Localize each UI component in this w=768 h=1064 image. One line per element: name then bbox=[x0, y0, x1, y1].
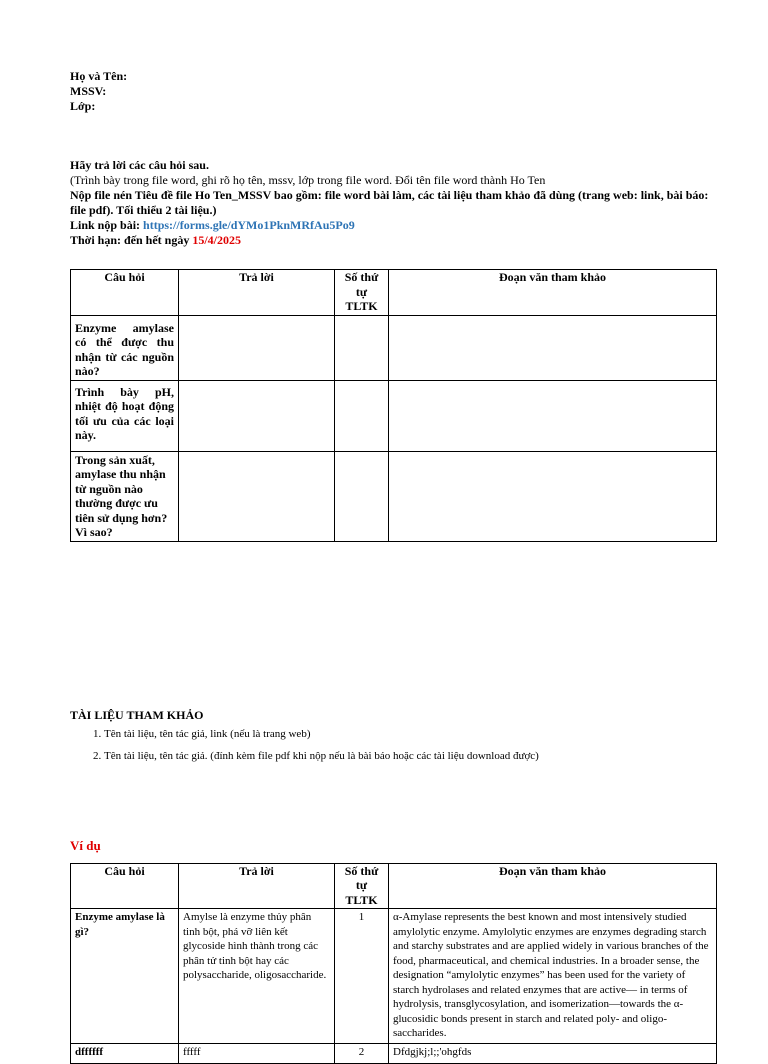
reference-item: 2. Tên tài liệu, tên tác giả. (đính kèm file pdf khi nộp nếu là bài báo hoặc các tài liệu download được) bbox=[104, 745, 718, 767]
ref-passage-cell[interactable] bbox=[389, 451, 717, 541]
answer-cell[interactable] bbox=[179, 380, 335, 451]
answer-cell: Amylse là enzyme thủy phân tinh bột, phá vỡ liên kết glycoside hình thành trong các phân tử tinh bột hay các polysaccharide, oligosaccharide. bbox=[179, 909, 335, 1044]
question-cell: dffffff bbox=[71, 1044, 179, 1064]
header-answer: Trả lời bbox=[179, 270, 335, 316]
ref-number-cell: 2 bbox=[335, 1044, 389, 1064]
class-label: Lớp: bbox=[70, 99, 718, 114]
header-ref-passage: Đoạn văn tham khảo bbox=[389, 270, 717, 316]
header-ref-number: Số thứ tự TLTK bbox=[335, 863, 389, 909]
ref-passage-cell: α-Amylase represents the best known and most intensively studied amylolytic enzyme. Amylolytic enzymes are enzymes degrading starch and starchy substrates and are applied widely in various branches of the food, pharmaceutical, and chemical industries. In a broader sense, the designation “amylolytic enzymes” has been used for the variety of starch hydrolases and related enzymes that are active— in terms of hydrolysis, transglycosylation, and isomerization—towards the α-glucosidic bonds present in starch and related poly- and oligo-saccharides. bbox=[389, 909, 717, 1044]
question-cell: Enzyme amylase là gì? bbox=[71, 909, 179, 1044]
submission-link-line bbox=[70, 218, 718, 233]
question-table-header bbox=[71, 270, 717, 316]
references-title: TÀI LIỆU THAM KHẢO bbox=[70, 708, 718, 723]
ref-passage-cell: Dfdgjkj;l;;'ohgfds bbox=[389, 1044, 717, 1064]
ref-number-cell[interactable] bbox=[335, 380, 389, 451]
instructions-title: Hãy trả lời các câu hỏi sau. bbox=[70, 158, 718, 173]
header-ref-passage: Đoạn văn tham khảo bbox=[389, 863, 717, 909]
header-ref-number: Số thứ tự TLTK bbox=[335, 270, 389, 316]
table-row bbox=[71, 315, 717, 380]
references-list bbox=[70, 723, 718, 767]
submission-note: Nộp file nén Tiêu đề file Ho Ten_MSSV bao gồm: file word bài làm, các tài liệu tham khảo đã dùng (trang web: link, bài báo: file pdf). Tối thiểu 2 tài liệu.) bbox=[70, 188, 718, 218]
header-question: Câu hỏi bbox=[71, 863, 179, 909]
question-cell: Trong sản xuất, amylase thu nhận từ nguồn nào thường được ưu tiên sử dụng hơn? Vì sao? bbox=[71, 451, 179, 541]
name-label: Họ và Tên: bbox=[70, 69, 718, 84]
question-cell: Trình bày pH, nhiệt độ hoạt động tối ưu của các loại này. bbox=[71, 380, 179, 451]
ref-number-cell[interactable] bbox=[335, 315, 389, 380]
ref-passage-cell[interactable] bbox=[389, 380, 717, 451]
question-table bbox=[70, 269, 717, 542]
answer-cell[interactable] bbox=[179, 451, 335, 541]
table-row bbox=[71, 451, 717, 541]
ref-number-cell: 1 bbox=[335, 909, 389, 1044]
deadline-label: Thời hạn: đến hết ngày bbox=[70, 233, 192, 247]
ref-number-cell[interactable] bbox=[335, 451, 389, 541]
table-row bbox=[71, 380, 717, 451]
answer-cell[interactable] bbox=[179, 315, 335, 380]
table-row bbox=[71, 1044, 717, 1064]
example-table-header bbox=[71, 863, 717, 909]
submission-link-label: Link nộp bài: bbox=[70, 218, 143, 232]
header-question: Câu hỏi bbox=[71, 270, 179, 316]
deadline-date: 15/4/2025 bbox=[192, 233, 241, 247]
example-title: Ví dụ bbox=[70, 838, 718, 854]
deadline-line bbox=[70, 233, 718, 248]
example-table bbox=[70, 863, 717, 1064]
instructions-note: (Trình bày trong file word, ghi rõ họ tên, mssv, lớp trong file word. Đổi tên file word thành Ho Ten bbox=[70, 173, 718, 188]
student-id-label: MSSV: bbox=[70, 84, 718, 99]
document-page bbox=[70, 69, 718, 1064]
question-cell: Enzyme amylase có thể được thu nhận từ các nguồn nào? bbox=[71, 315, 179, 380]
reference-item: 1. Tên tài liệu, tên tác giả, link (nếu là trang web) bbox=[104, 723, 718, 745]
ref-passage-cell[interactable] bbox=[389, 315, 717, 380]
table-row bbox=[71, 909, 717, 1044]
header-answer: Trả lời bbox=[179, 863, 335, 909]
submission-link[interactable]: https://forms.gle/dYMo1PknMRfAu5Po9 bbox=[143, 218, 355, 232]
answer-cell: fffff bbox=[179, 1044, 335, 1064]
